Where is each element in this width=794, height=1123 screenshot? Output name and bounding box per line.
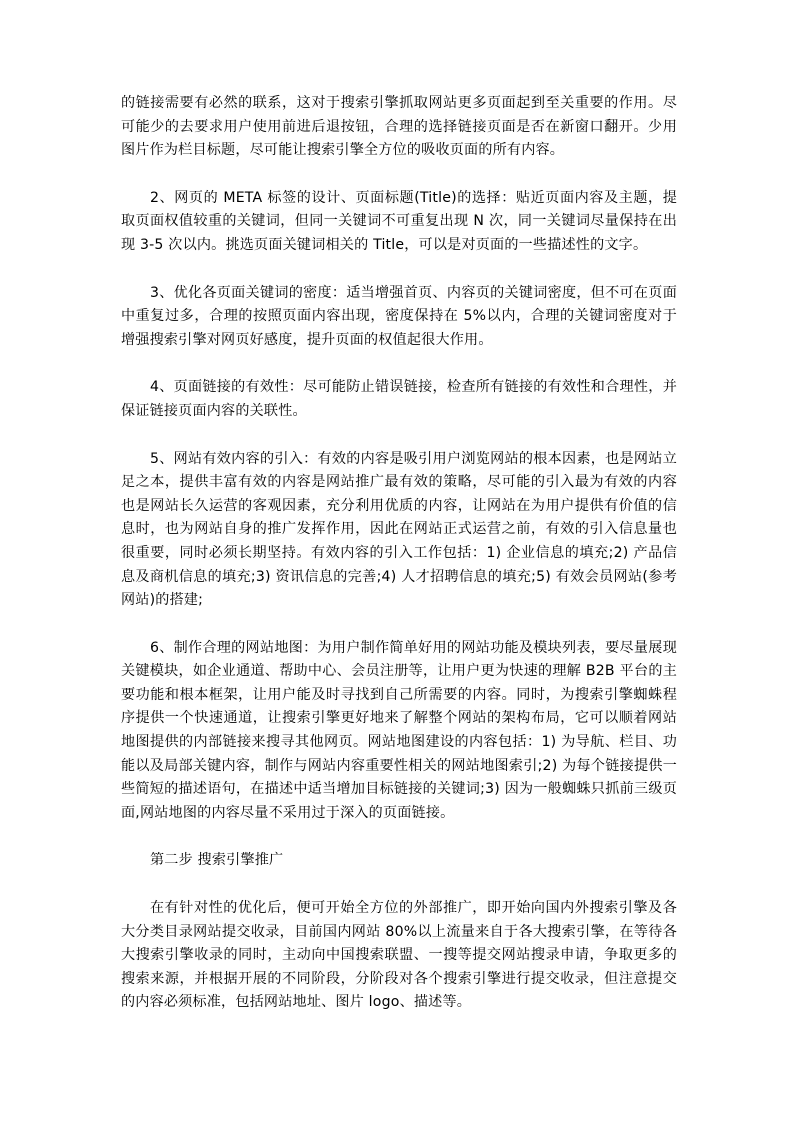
paragraph-meta-tags: 2、网页的 META 标签的设计、页面标题(Title)的选择：贴近页面内容及主题，提取页面权值较重的关键词，但同一关键词不可重复出现 N 次，同一关键词尽量保持在出现 3-5 次以内。挑选页面关键词相关的 Title，可以是对页面的一些描述性的文字。 [121,189,677,253]
paragraph-gap [121,613,677,637]
paragraph-link-validity: 4、页面链接的有效性：尽可能防止错误链接，检查所有链接的有效性和合理性，并保证链接页面内容的关联性。 [121,379,677,419]
section-heading: 第二步 搜索引擎推广 [150,852,284,869]
paragraph-effective-content: 5、网站有效内容的引入：有效的内容是吸引用户浏览网站的根本因素，也是网站立足之本，提供丰富有效的内容是网站推广最有效的策略，尽可能的引入最为有效的内容也是网站长久运营的客观因素，充分利用优质的内容，让网站在为用户提供有价值的信息时，也为网站自身的推广发挥作用，因此在网站正式运营之前，有效的引入信息量也很重要，同时必须长期坚持。有效内容的引入工作包括：1) 企业信息的填充;2) 产品信息及商机信息的填充;3) 资讯信息的完善;4) 人才招聘信息的填充;5) 有效会员网站(参考网站)的搭建; [121,450,677,609]
paragraph-gap [121,258,677,282]
document-page [121,92,677,1015]
paragraph-site-map: 6、制作合理的网站地图：为用户制作简单好用的网站功能及模块列表，要尽量展现关键模块，如企业通道、帮助中心、会员注册等，让用户更为快速的理解 B2B 平台的主要功能和根本框架，让用户能及时寻找到自己所需要的内容。同时，为搜索引擎蜘蛛程序提供一个快速通道，让搜索引擎更好地来了解整个网站的架构布局，它可以顺着网站地图提供的内部链接来搜寻其他网页。网站地图建设的内容包括：1) 为导航、栏目、功能以及局部关键内容，制作与网站内容重要性相关的网站地图索引;2) 为每个链接提供一些简短的描述语句，在描述中适当增加目标链接的关键词;3) 因为一般蜘蛛只抓前三级页面,网站地图的内容尽量不采用过于深入的页面链接。 [121,639,677,821]
paragraph-gap [121,352,677,376]
paragraph-continuation: 的链接需要有必然的联系，这对于搜索引擎抓取网站更多页面起到至关重要的作用。尽可能少的去要求用户使用前进后退按钮，合理的选择链接页面是否在新窗口翻开。少用图片作为栏目标题，尽可能让搜索引擎全方位的吸收页面的所有内容。 [121,95,677,159]
paragraph-gap [121,163,677,187]
paragraph-gap [121,424,677,448]
paragraph-keyword-density: 3、优化各页面关键词的密度：适当增强首页、内容页的关键词密度，但不可在页面中重复过多，合理的按照页面内容出现，密度保持在 5%以内，合理的关键词密度对于增强搜索引擎对网页好感度，提升页面的权值起很大作用。 [121,284,677,348]
paragraph-gap [121,825,677,849]
paragraph-gap [121,873,677,897]
paragraph-search-engine-promotion: 在有针对性的优化后，便可开始全方位的外部推广，即开始向国内外搜索引擎及各大分类目录网站提交收录，目前国内网站 80%以上流量来自于各大搜索引擎，在等待各大搜索引擎收录的同时，主动向中国搜索联盟、一搜等提交网站搜录申请，争取更多的搜索来源，并根据开展的不同阶段，分阶段对各个搜索引擎进行提交收录，但注意提交的内容必须标准，包括网站地址、图片 logo、描述等。 [121,900,677,1011]
